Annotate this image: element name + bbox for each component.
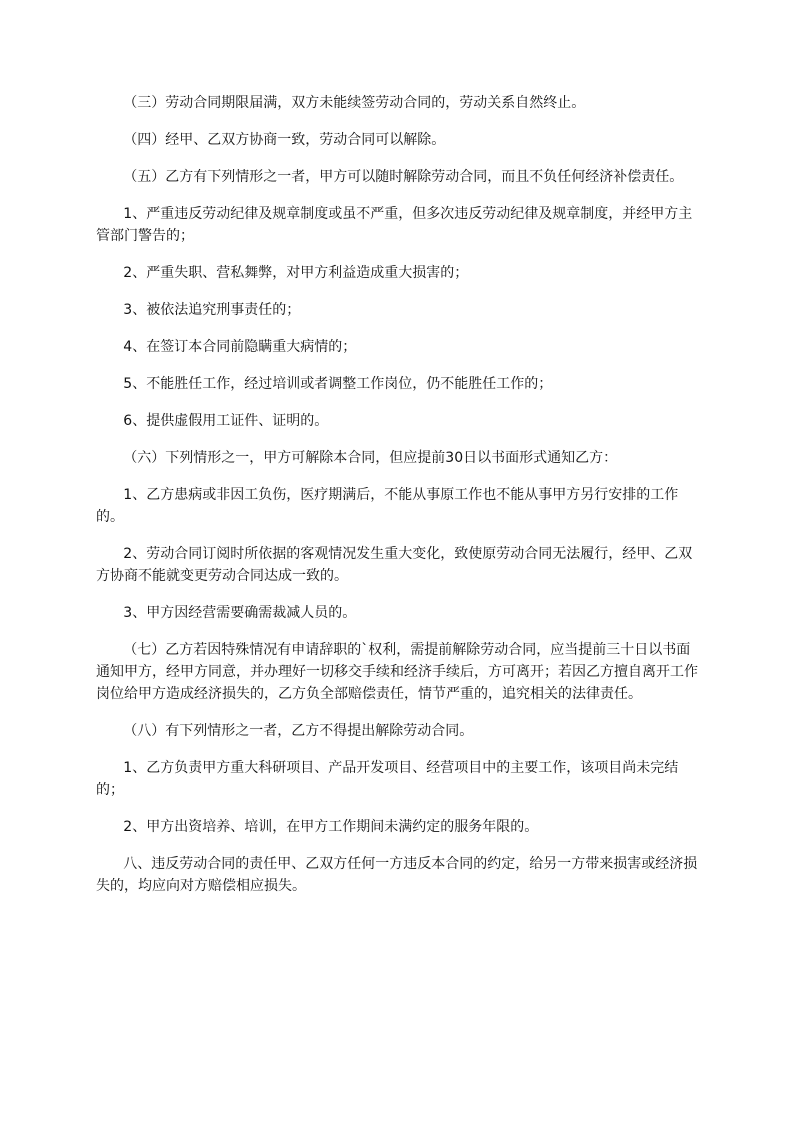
paragraph-clause-3: （三）劳动合同期限届满，双方未能续签劳动合同的，劳动关系自然终止。 xyxy=(123,95,586,111)
paragraph-clause-5-item-6: 6、提供虚假用工证件、证明的。 xyxy=(123,413,329,429)
paragraph-clause-5-item-5: 5、不能胜任工作，经过培训或者调整工作岗位，仍不能胜任工作的； xyxy=(123,376,553,392)
paragraph-clause-5-item-2: 2、严重失职、营私舞弊，对甲方利益造成重大损害的； xyxy=(123,265,469,281)
paragraph-clause-8: （八）有下列情形之一者，乙方不得提出解除劳动合同。 xyxy=(123,723,474,739)
paragraph-clause-5-item-3: 3、被依法追究刑事责任的； xyxy=(123,302,301,318)
paragraph-clause-6-item-3: 3、甲方因经营需要确需裁减人员的。 xyxy=(123,605,357,621)
paragraph-section-8-liability: 八、违反劳动合同的责任甲、乙双方任何一方违反本合同的约定，给另一方带来损害或经济损失的，均应向对方赔偿相应损失。 xyxy=(96,856,698,894)
paragraph-clause-7: （七）乙方若因特殊情况有申请辞职的`权利，需提前解除劳动合同，应当提前三十日以书面通知甲方，经甲方同意，并办理好一切移交手续和经济手续后，方可离开；若因乙方擅自离开工作岗位给甲方造成经济损失的，乙方负全部赔偿责任，情节严重的，追究相关的法律责任。 xyxy=(96,642,698,702)
paragraph-clause-5-item-4: 4、在签订本合同前隐瞒重大病情的； xyxy=(123,339,357,355)
document-body xyxy=(96,92,700,912)
paragraph-clause-4: （四）经甲、乙双方协商一致，劳动合同可以解除。 xyxy=(123,132,446,148)
paragraph-clause-5: （五）乙方有下列情形之一者，甲方可以随时解除劳动合同，而且不负任何经济补偿责任。 xyxy=(123,169,684,185)
paragraph-clause-6: （六）下列情形之一，甲方可解除本合同，但应提前30日以书面形式通知乙方： xyxy=(123,450,618,466)
paragraph-clause-5-item-1: 1、严重违反劳动纪律及规章制度或虽不严重，但多次违反劳动纪律及规章制度，并经甲方主管部门警告的； xyxy=(96,206,693,244)
paragraph-clause-8-item-1: 1、乙方负责甲方重大科研项目、产品开发项目、经营项目中的主要工作，该项目尚未完结的； xyxy=(96,760,679,798)
paragraph-clause-6-item-2: 2、劳动合同订阅时所依据的客观情况发生重大变化，致使原劳动合同无法履行，经甲、乙双方协商不能就变更劳动合同达成一致的。 xyxy=(96,546,693,584)
paragraph-clause-6-item-1: 1、乙方患病或非因工负伤，医疗期满后，不能从事原工作也不能从事甲方另行安排的工作的。 xyxy=(96,487,679,525)
paragraph-clause-8-item-2: 2、甲方出资培养、培训，在甲方工作期间未满约定的服务年限的。 xyxy=(123,819,539,835)
